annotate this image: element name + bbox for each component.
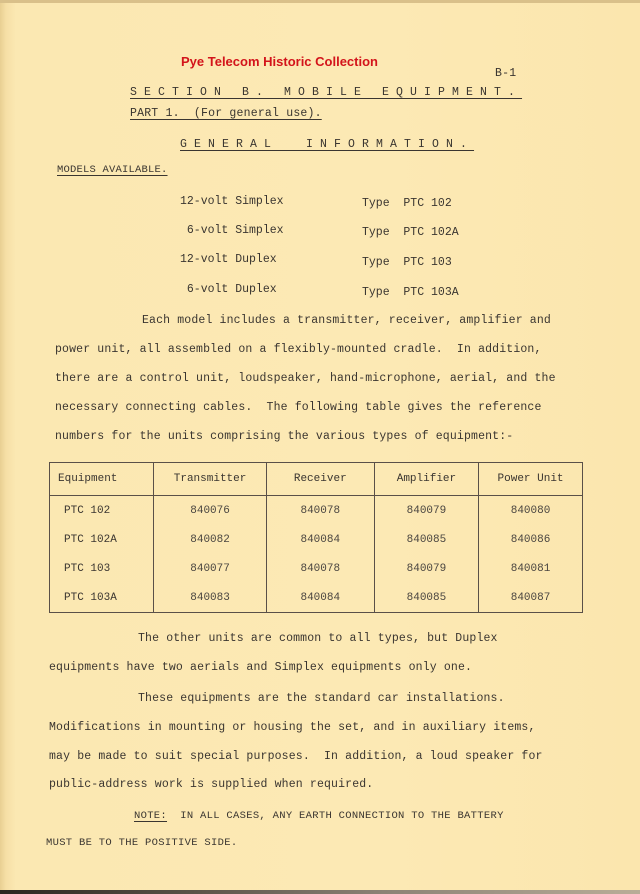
note-line [134, 810, 504, 822]
paragraph-line: necessary connecting cables. The following table gives the reference [55, 401, 542, 414]
paragraph-line: The other units are common to all types, but Duplex [138, 632, 498, 645]
cell-receiver: 840078 [266, 554, 374, 583]
part-heading: PART 1. (For general use). [130, 107, 322, 120]
cell-equipment: PTC 102A [50, 525, 154, 554]
cell-transmitter: 840077 [154, 554, 266, 583]
table-row [50, 525, 583, 554]
cell-receiver: 840084 [266, 525, 374, 554]
cell-amplifier: 840085 [374, 525, 478, 554]
column-header-power-unit: Power Unit [479, 463, 583, 496]
cell-equipment: PTC 103 [50, 554, 154, 583]
cell-transmitter: 840082 [154, 525, 266, 554]
section-title: SECTION B. MOBILE EQUIPMENT. [130, 86, 523, 99]
column-header-transmitter: Transmitter [154, 463, 266, 496]
paragraph-line: numbers for the units comprising the various types of equipment:- [55, 430, 514, 443]
table-row [50, 554, 583, 583]
cell-power-unit: 840086 [479, 525, 583, 554]
model-type: Type PTC 103 [362, 256, 452, 269]
page-bottom-edge [0, 890, 640, 894]
cell-equipment: PTC 103A [50, 583, 154, 613]
model-name: 6-volt Simplex [180, 224, 284, 237]
models-available-heading: MODELS AVAILABLE. [57, 164, 168, 176]
page-number: B-1 [495, 67, 517, 80]
column-header-equipment: Equipment [50, 463, 154, 496]
paragraph-line: may be made to suit special purposes. In addition, a loud speaker for [49, 750, 543, 763]
equipment-table [49, 462, 583, 613]
paragraph-line: Each model includes a transmitter, receiver, amplifier and [142, 314, 551, 327]
paragraph-line: equipments have two aerials and Simplex equipments only one. [49, 661, 473, 674]
model-name: 12-volt Duplex [180, 253, 277, 266]
paragraph-line: These equipments are the standard car installations. [138, 692, 505, 705]
paragraph-line: there are a control unit, loudspeaker, hand-microphone, aerial, and the [55, 372, 556, 385]
cell-amplifier: 840079 [374, 554, 478, 583]
paragraph-line: public-address work is supplied when required. [49, 778, 374, 791]
cell-transmitter: 840083 [154, 583, 266, 613]
general-information-heading: GENERAL INFORMATION. [180, 138, 475, 151]
cell-receiver: 840078 [266, 496, 374, 526]
table-row [50, 496, 583, 526]
cell-power-unit: 840080 [479, 496, 583, 526]
cell-transmitter: 840076 [154, 496, 266, 526]
column-header-receiver: Receiver [266, 463, 374, 496]
table-header-row [50, 463, 583, 496]
column-header-amplifier: Amplifier [374, 463, 478, 496]
page-top-edge [0, 0, 640, 3]
table-row [50, 583, 583, 613]
model-type: Type PTC 102A [362, 226, 459, 239]
cell-power-unit: 840081 [479, 554, 583, 583]
cell-amplifier: 840079 [374, 496, 478, 526]
note-line: MUST BE TO THE POSITIVE SIDE. [46, 837, 238, 849]
note-label: NOTE: [134, 810, 168, 822]
paragraph-line: power unit, all assembled on a flexibly-mounted cradle. In addition, [55, 343, 542, 356]
cell-power-unit: 840087 [479, 583, 583, 613]
model-name: 6-volt Duplex [180, 283, 277, 296]
model-type: Type PTC 103A [362, 286, 459, 299]
paragraph-line: Modifications in mounting or housing the set, and in auxiliary items, [49, 721, 536, 734]
watermark: Pye Telecom Historic Collection [181, 54, 378, 69]
cell-receiver: 840084 [266, 583, 374, 613]
cell-equipment: PTC 102 [50, 496, 154, 526]
note-text: IN ALL CASES, ANY EARTH CONNECTION TO THE BATTERY [167, 810, 504, 822]
model-name: 12-volt Simplex [180, 195, 284, 208]
model-type: Type PTC 102 [362, 197, 452, 210]
cell-amplifier: 840085 [374, 583, 478, 613]
